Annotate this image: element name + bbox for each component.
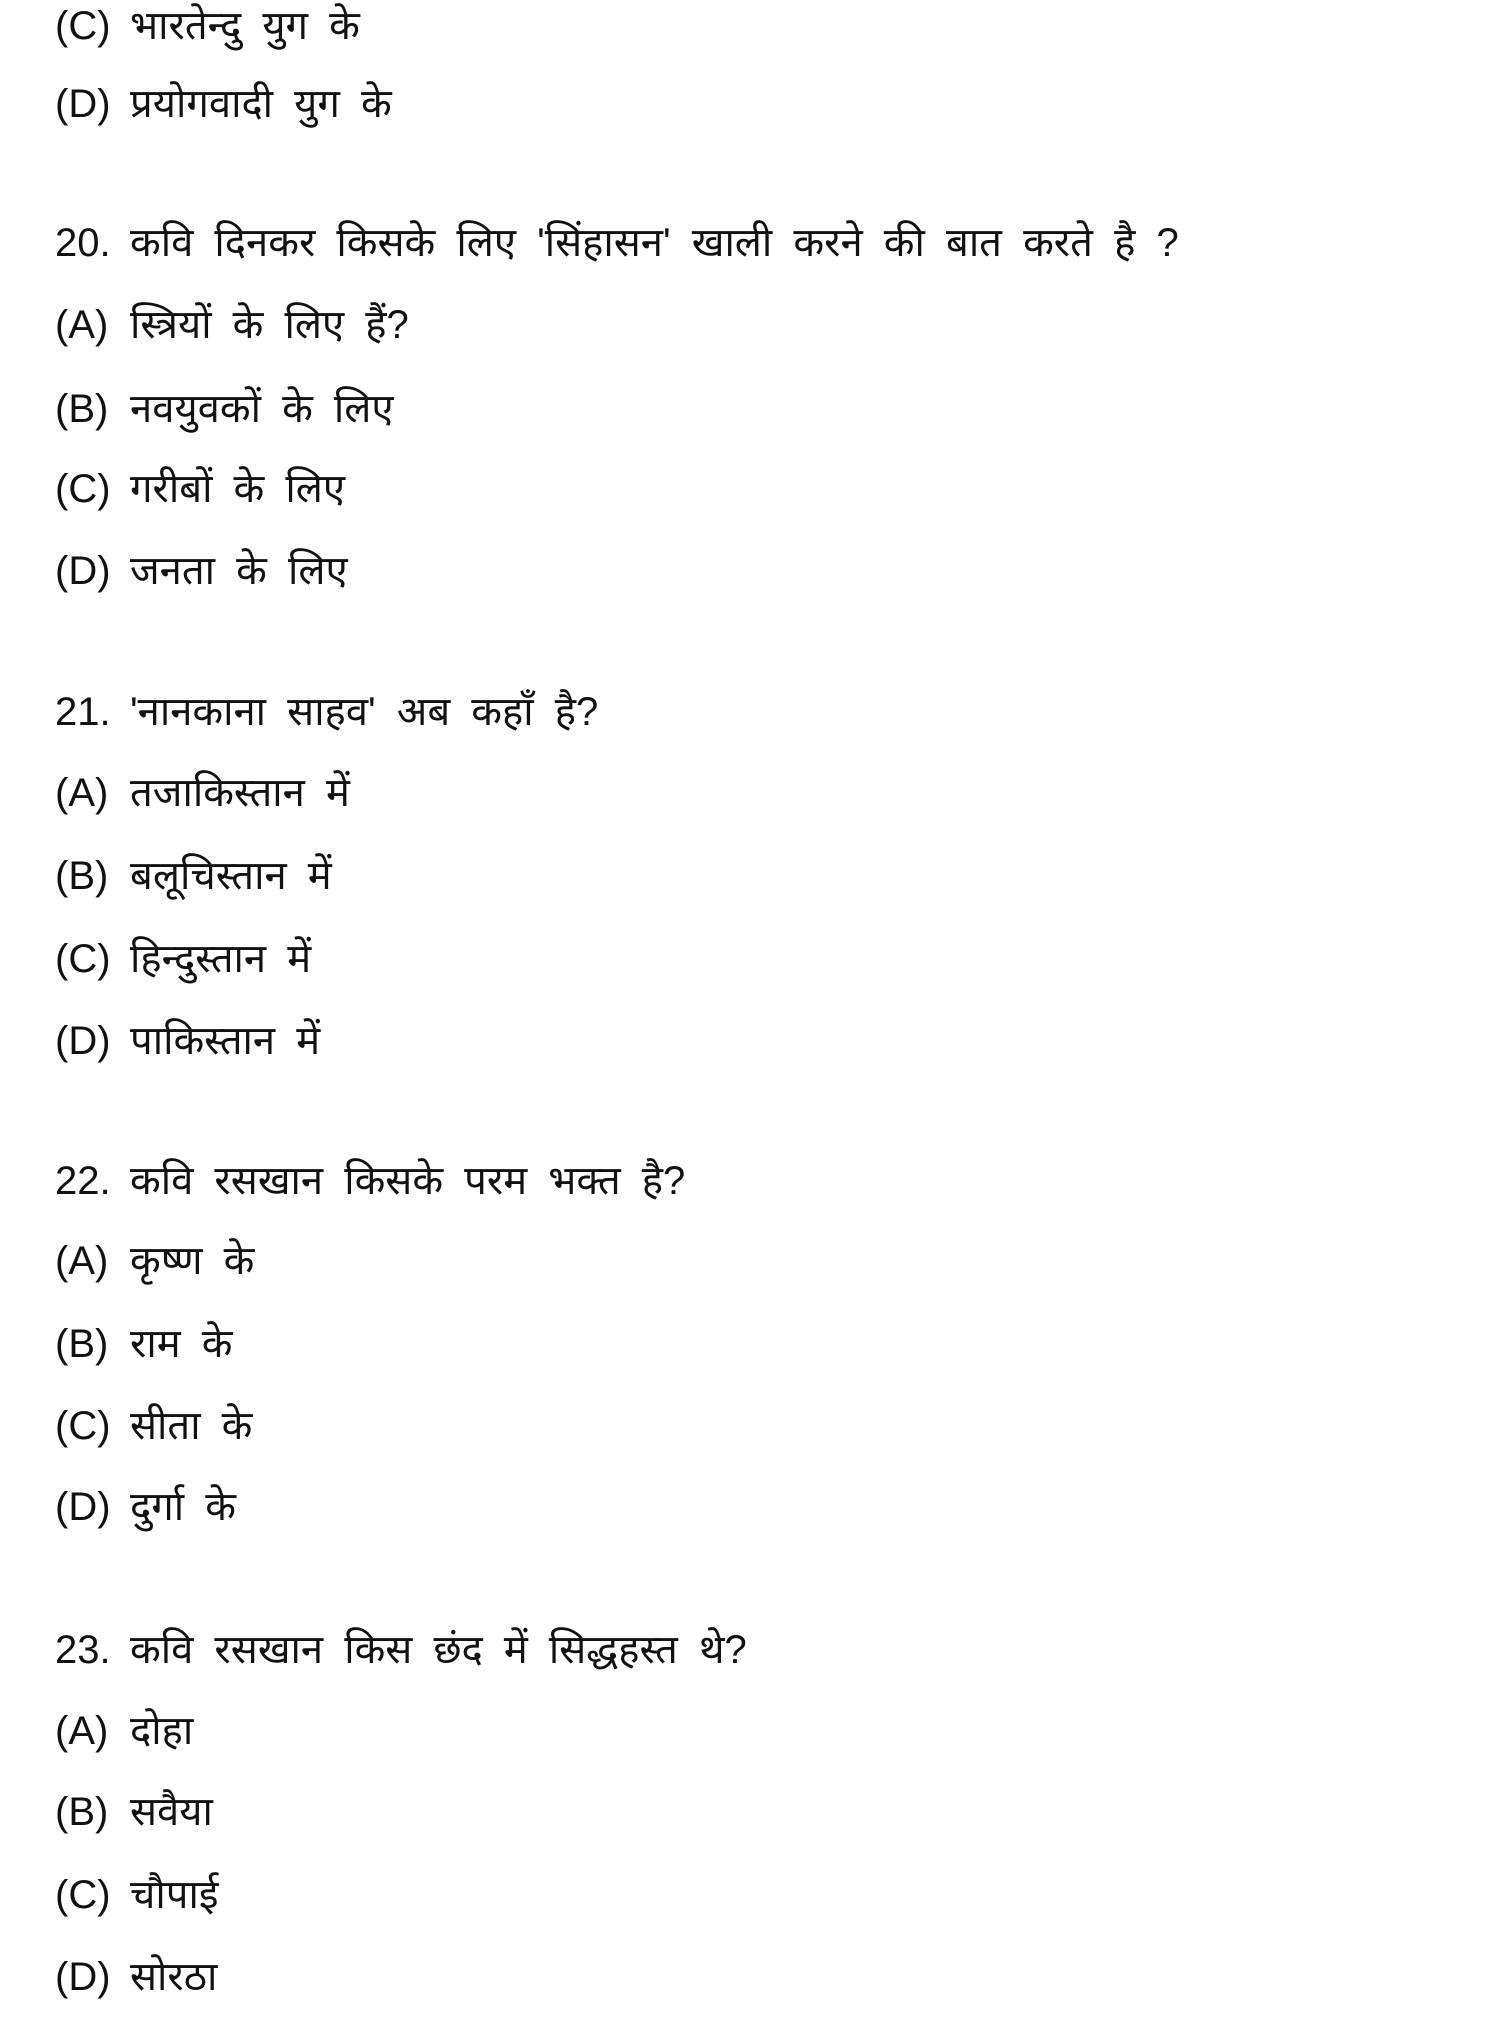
option-a xyxy=(55,765,350,821)
question-text: कवि दिनकर किसके लिए 'सिंहासन' खाली करने की बात करते है ? xyxy=(130,221,1179,265)
option-b xyxy=(55,1316,232,1372)
question-number: 21. xyxy=(55,690,111,734)
option-a xyxy=(55,1233,254,1289)
option-text: सीता के xyxy=(130,1404,253,1448)
option-text: दुर्गा के xyxy=(130,1485,236,1529)
question-number: 23. xyxy=(55,1628,111,1672)
question-23 xyxy=(55,1622,747,1678)
option-d xyxy=(55,76,392,132)
question-text: कवि रसखान किस छंद में सिद्धहस्त थे? xyxy=(130,1628,747,1672)
question-number: 22. xyxy=(55,1159,111,1203)
option-text: पाकिस्तान में xyxy=(130,1019,321,1063)
option-label: (B) xyxy=(55,1322,109,1366)
option-a xyxy=(55,1703,193,1759)
option-d xyxy=(55,1949,217,2005)
option-label: (D) xyxy=(55,82,111,126)
option-label: (A) xyxy=(55,771,109,815)
option-label: (C) xyxy=(55,467,111,511)
option-text: नवयुवकों के लिए xyxy=(130,387,394,431)
option-label: (A) xyxy=(55,1709,109,1753)
option-label: (B) xyxy=(55,1790,109,1834)
question-22 xyxy=(55,1153,685,1209)
option-b xyxy=(55,848,332,904)
option-c xyxy=(55,931,311,987)
option-label: (B) xyxy=(55,854,109,898)
option-label: (D) xyxy=(55,549,111,593)
option-label: (C) xyxy=(55,1873,111,1917)
option-text: स्त्रियों के लिए हैं? xyxy=(130,303,409,347)
question-21 xyxy=(55,684,598,740)
option-label: (D) xyxy=(55,1955,111,1999)
option-text: तजाकिस्तान में xyxy=(130,771,350,815)
option-text: हिन्दुस्तान में xyxy=(130,937,312,981)
option-b xyxy=(55,1784,213,1840)
option-d xyxy=(55,1479,236,1535)
option-text: सोरठा xyxy=(130,1955,218,1999)
option-c xyxy=(55,1398,252,1454)
option-text: राम के xyxy=(130,1322,233,1366)
option-label: (C) xyxy=(55,1404,111,1448)
option-text: दोहा xyxy=(130,1709,194,1753)
option-text: कृष्ण के xyxy=(130,1239,255,1283)
option-text: प्रयोगवादी युग के xyxy=(130,82,392,126)
option-text: गरीबों के लिए xyxy=(130,467,345,511)
option-label: (D) xyxy=(55,1485,111,1529)
question-text: 'नानकाना साहव' अब कहाँ है? xyxy=(130,690,599,734)
option-text: सवैया xyxy=(130,1790,213,1834)
option-label: (D) xyxy=(55,1019,111,1063)
option-text: जनता के लिए xyxy=(130,549,348,593)
option-label: (C) xyxy=(55,937,111,981)
question-text: कवि रसखान किसके परम भक्त है? xyxy=(130,1159,686,1203)
option-c xyxy=(55,1867,218,1923)
option-c xyxy=(55,0,360,54)
option-d xyxy=(55,543,348,599)
option-label: (A) xyxy=(55,303,109,347)
option-label: (C) xyxy=(55,4,111,48)
option-text: बलूचिस्तान में xyxy=(130,854,332,898)
option-b xyxy=(55,381,394,437)
option-d xyxy=(55,1013,320,1069)
option-text: भारतेन्दु युग के xyxy=(130,4,360,48)
question-20 xyxy=(55,215,1179,271)
option-a xyxy=(55,297,409,353)
option-label: (A) xyxy=(55,1239,109,1283)
option-label: (B) xyxy=(55,387,109,431)
question-number: 20. xyxy=(55,221,111,265)
option-c xyxy=(55,461,345,517)
option-text: चौपाई xyxy=(130,1873,219,1917)
